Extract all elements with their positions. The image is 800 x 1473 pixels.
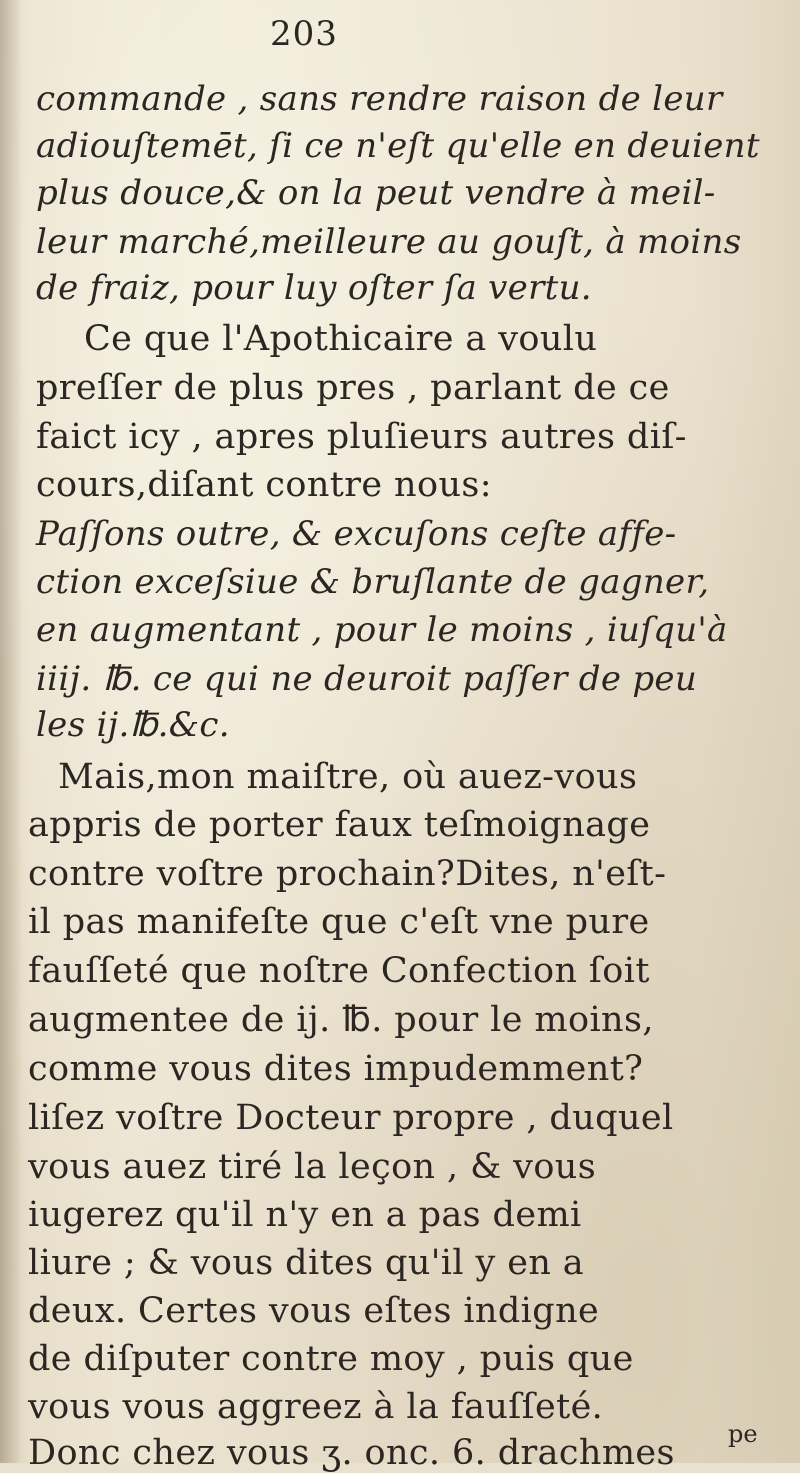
- text-line: faict icy , apres pluſieurs autres diſ-: [36, 417, 687, 457]
- text-line: preſſer de plus pres , parlant de ce: [36, 368, 670, 408]
- binding-gutter-shadow: [0, 0, 22, 1463]
- text-line: il pas manifeſte que c'eſt vne pure: [28, 902, 650, 942]
- text-line: de fraiz, pour luy oſter ſa vertu.: [36, 268, 592, 308]
- text-line: vous vous aggreez à la fauſſeté.: [28, 1387, 604, 1427]
- text-line: vous auez tiré la leçon , & vous: [28, 1147, 597, 1187]
- text-line: ction exceſsiue & bruſlante de gagner,: [36, 562, 710, 602]
- text-line: adiouſtemēt, ſi ce n'eſt qu'elle en deuient: [36, 126, 760, 166]
- text-line: deux. Certes vous eſtes indigne: [28, 1291, 600, 1331]
- text-line: comme vous dites impudemment?: [28, 1049, 644, 1089]
- catchword: pe: [728, 1420, 758, 1448]
- text-line: de diſputer contre moy , puis que: [28, 1339, 634, 1379]
- text-line: liure ; & vous dites qu'il y en a: [28, 1243, 585, 1283]
- text-line: en augmentant , pour le moins , iuſqu'à: [36, 610, 728, 650]
- text-line: les ij.℔.&c.: [36, 705, 230, 745]
- text-line: leur marché,meilleure au gouſt, à moins: [36, 222, 742, 262]
- text-line: Paſſons outre, & excuſons ceſte affe-: [36, 514, 677, 554]
- text-line: augmentee de ij. ℔. pour le moins,: [28, 1000, 654, 1040]
- text-line: Ce que l'Apothicaire a voulu: [84, 319, 598, 359]
- text-line: cours,diſant contre nous:: [36, 465, 492, 505]
- text-line: commande , sans rendre raison de leur: [36, 79, 723, 119]
- text-line: liſez voſtre Docteur propre , duquel: [28, 1098, 674, 1138]
- page-number: 203: [270, 14, 338, 54]
- text-line: Donc chez vous ʒ. onc. 6. drachmes: [28, 1433, 675, 1473]
- text-line: iugerez qu'il n'y en a pas demi: [28, 1195, 582, 1235]
- text-line: fauſſeté que noſtre Confection ſoit: [28, 951, 650, 991]
- text-line: Mais,mon maiſtre, où auez-vous: [58, 757, 638, 797]
- text-line: appris de porter faux teſmoignage: [28, 805, 651, 845]
- text-line: plus douce,& on la peut vendre à meil-: [36, 173, 716, 213]
- text-line: iiij. ℔. ce qui ne deuroit paſſer de peu: [36, 659, 698, 699]
- text-line: contre voſtre prochain?Dites, n'eſt-: [28, 854, 667, 894]
